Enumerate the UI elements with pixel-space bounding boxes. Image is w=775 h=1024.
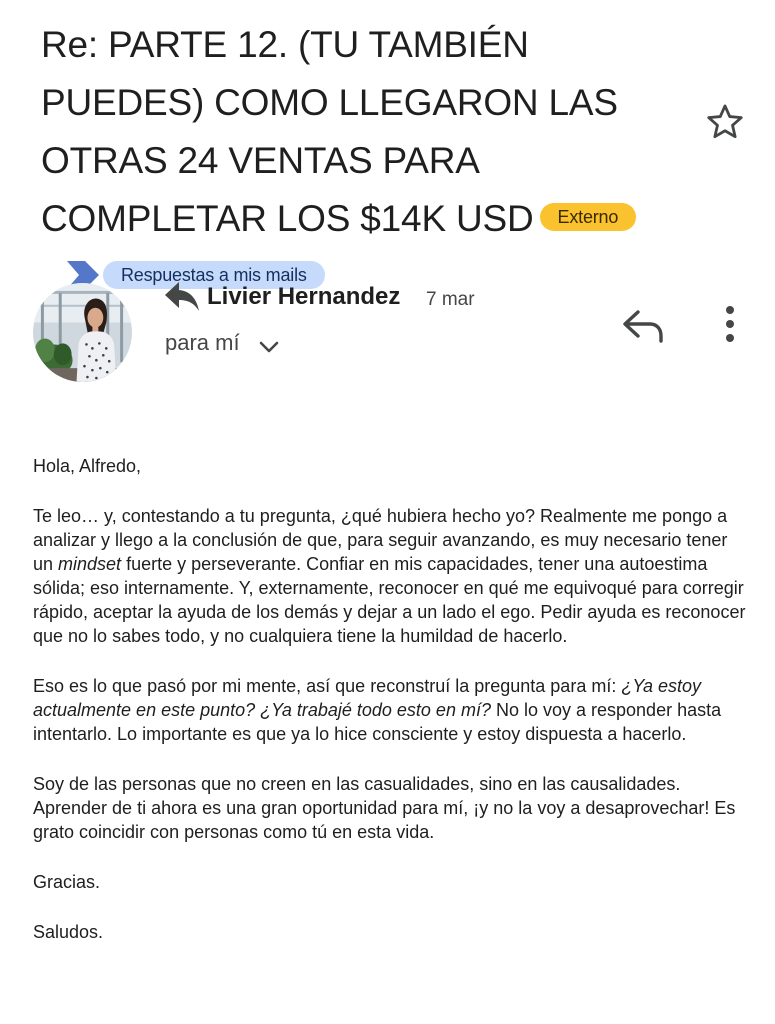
body-paragraph-2: Eso es lo que pasó por mi mente, así que reconstruí la pregunta para mí: ¿Ya estoy actualmente en este punto? ¿Ya trabajé todo esto en mí? No lo voy a responder hasta intentarlo. Lo importante es que ya lo hice consciente y estoy dispuesta a hacerlo. bbox=[33, 676, 722, 744]
emphasis-question: ¿Ya estoy actualmente en este punto? ¿Ya trabajé todo esto en mí? bbox=[33, 676, 702, 720]
body-greeting: Hola, Alfredo, bbox=[33, 456, 142, 476]
email-subject bbox=[41, 16, 681, 306]
sender-date: 7 mar bbox=[426, 289, 475, 310]
sender-avatar[interactable] bbox=[33, 283, 132, 382]
subject-text: Re: PARTE 12. (TU TAMBIÉN PUEDES) COMO LLEGARON LAS OTRAS 24 VENTAS PARA COMPLETAR LOS $14K USD bbox=[41, 24, 618, 239]
recipient-details-toggle[interactable]: para mí bbox=[165, 330, 240, 355]
star-icon[interactable] bbox=[704, 101, 746, 143]
label-externo[interactable]: Externo bbox=[540, 203, 637, 231]
body-paragraph-1: Te leo… y, contestando a tu pregunta, ¿qué hubiera hecho yo? Realmente me pongo a analizar y llego a la conclusión de que, para seguir avanzando, es muy necesario tener un mindset fuerte y perseverante. Confiar en mis capacidades, tener una autoestima sólida; eso internamente. Y, externamente, reconocer en qué me equivoqué para corregir rápido, aceptar la ayuda de los demás y dejar a un lado el ego. Pedir ayuda es reconocer que no lo sabes todo, y no cualquiera tiene la humildad de hacerlo. bbox=[33, 506, 746, 646]
chevron-down-icon[interactable] bbox=[258, 338, 280, 356]
emphasis-mindset: mindset bbox=[58, 554, 122, 574]
reply-button[interactable] bbox=[620, 306, 666, 344]
body-signoff: Saludos. bbox=[33, 922, 104, 942]
label-respuestas[interactable]: Respuestas a mis mails bbox=[103, 261, 325, 289]
replied-indicator-icon bbox=[163, 280, 201, 314]
email-body bbox=[33, 454, 748, 970]
sender-name[interactable]: Livier Hernandez bbox=[207, 283, 401, 310]
more-options-button[interactable] bbox=[716, 303, 744, 345]
body-paragraph-3: Soy de las personas que no creen en las casualidades, sino en las causalidades. Aprender de ti ahora es una gran oportunidad para mí, ¡y no la voy a desaprovechar! Es grato coincidir con personas como tú en esta vida. bbox=[33, 774, 736, 842]
body-thanks: Gracias. bbox=[33, 872, 101, 892]
